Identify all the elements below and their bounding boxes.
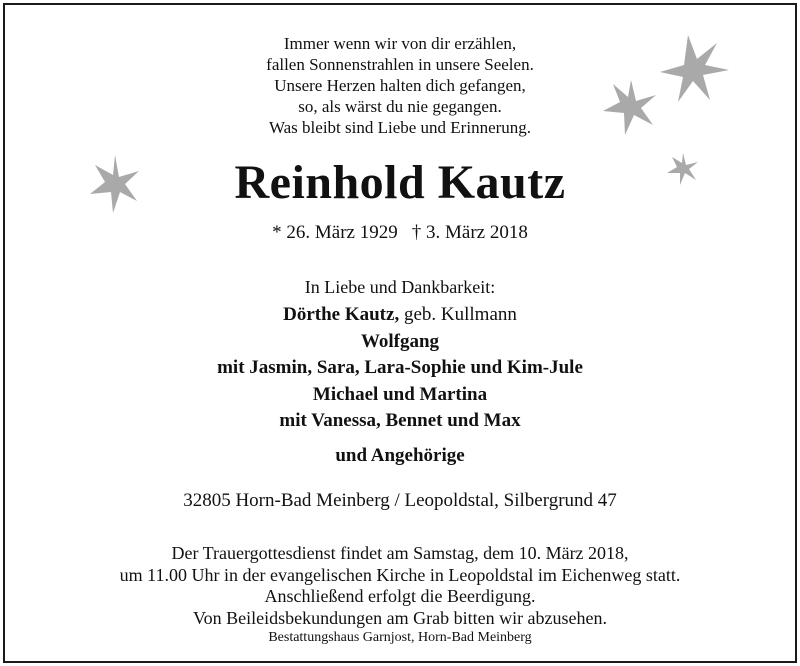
mourner-line: Michael und Martina [312, 383, 488, 405]
life-dates [5, 221, 795, 245]
poem-line: so, als wärst du nie gegangen. [298, 97, 502, 116]
mourner-line: und Angehörige [335, 444, 465, 466]
mourner-line: mit Jasmin, Sara, Lara-Sophie und Kim-Jule [217, 357, 583, 378]
service-line: Anschließend erfolgt die Beerdigung. [264, 586, 536, 606]
poem-line: Unsere Herzen halten dich gefangen, [274, 76, 526, 95]
mourner-line: mit Vanessa, Bennet und Max [279, 410, 521, 431]
service-details [5, 543, 795, 629]
service-line: Der Trauergottesdienst findet am Samstag, dem 10. März 2018, [171, 543, 629, 563]
deceased-name: Reinhold Kautz [234, 156, 566, 209]
poem-line: fallen Sonnenstrahlen in unsere Seelen. [266, 55, 534, 74]
service-line: Von Beileidsbekundungen am Grab bitten wir abzusehen. [192, 607, 608, 628]
spouse-maiden-name: geb. Kullmann [403, 304, 517, 325]
funeral-home: Bestattungshaus Garnjost, Horn-Bad Meinberg [268, 630, 532, 645]
mourner-line: Wolfgang [360, 330, 440, 352]
death-date: † 3. März 2018 [411, 222, 528, 243]
mourners-list [5, 302, 795, 469]
address: 32805 Horn-Bad Meinberg / Leopoldstal, Silbergrund 47 [183, 490, 617, 511]
poem-line: Was bleibt sind Liebe und Erinnerung. [268, 118, 532, 137]
spouse-name: Dörthe Kautz, [283, 304, 400, 325]
obituary-notice [3, 3, 797, 663]
service-line: um 11.00 Uhr in der evangelischen Kirche in Leopoldstal im Eichenweg statt. [119, 564, 681, 585]
poem-line: Immer wenn wir von dir erzählen, [283, 34, 517, 53]
birth-date: * 26. März 1929 [272, 222, 398, 243]
poem [5, 33, 795, 138]
mourners-intro: In Liebe und Dankbarkeit: [304, 277, 496, 297]
